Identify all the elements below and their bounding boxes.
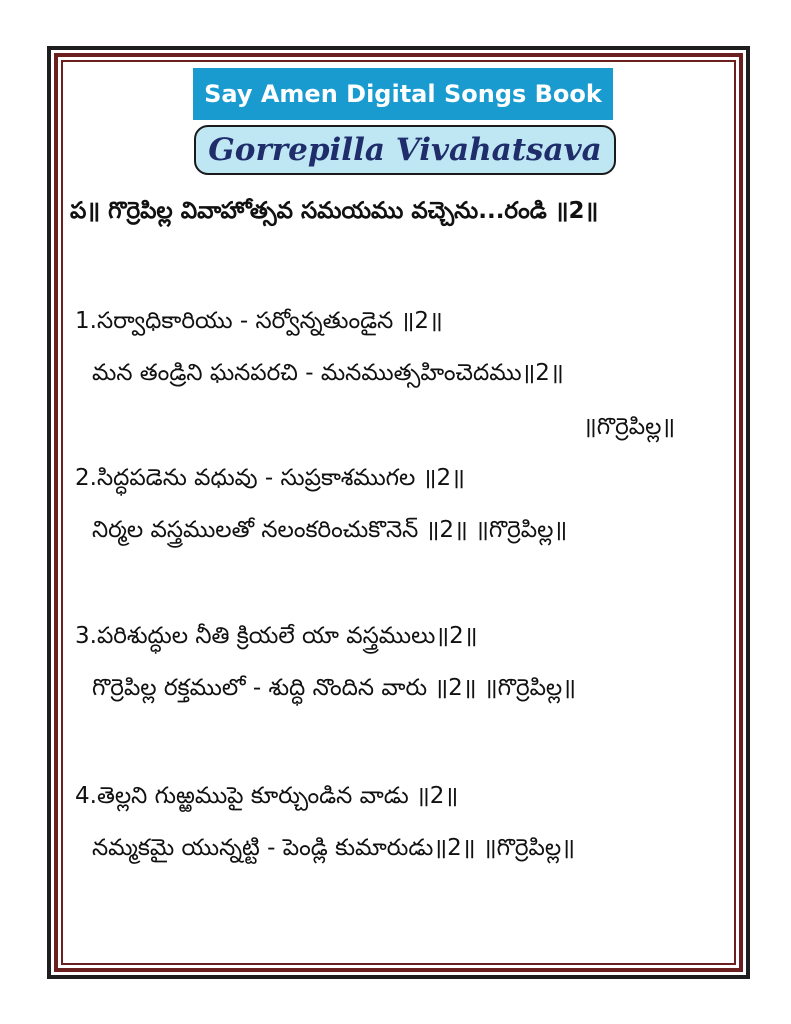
- book-banner: Say Amen Digital Songs Book: [193, 68, 613, 120]
- verse-1-line-1: 1.సర్వాధికారియు - సర్వోన్నతుండైన ॥2॥: [75, 308, 443, 334]
- verse-2-line-1: 2.సిద్ధపడెను వధువు - సుప్రకాశముగల ॥2॥: [75, 465, 465, 491]
- verse-2-line-2: నిర్మల వస్త్రములతో నలంకరించుకొనెన్ ॥2॥ ॥గొర్రెపిల్ల॥: [92, 517, 568, 543]
- verse-4-line-1: 4.తెల్లని గుఱ్ఱముపై కూర్చుండిన వాడు ॥2॥: [75, 783, 459, 809]
- verse-4-line-2: నమ్మకమై యున్నట్టి - పెండ్లి కుమారుడు॥2॥ ॥గొర్రెపిల్ల॥: [92, 835, 575, 861]
- inner-border: [61, 60, 736, 965]
- chorus-line: ప॥ గొర్రెపిల్ల వివాహోత్సవ సమయము వచ్చెను...రండి ॥2॥: [70, 198, 599, 224]
- song-title: Gorrepilla Vivahatsava: [194, 125, 616, 175]
- verse-1-line-2: మన తండ్రిని ఘనపరచి - మనముత్సహించెదము॥2॥: [92, 360, 564, 386]
- verse-3-line-2: గొర్రెపిల్ల రక్తములో - శుద్ధి నొందిన వారు ॥2॥ ॥గొర్రెపిల్ల॥: [92, 675, 577, 701]
- verse-3-line-1: 3.పరిశుద్ధుల నీతి క్రియలే యా వస్త్రములు॥2॥: [75, 623, 478, 649]
- verse-1-refrain: ॥గొర్రెపిల్ల॥: [583, 414, 676, 440]
